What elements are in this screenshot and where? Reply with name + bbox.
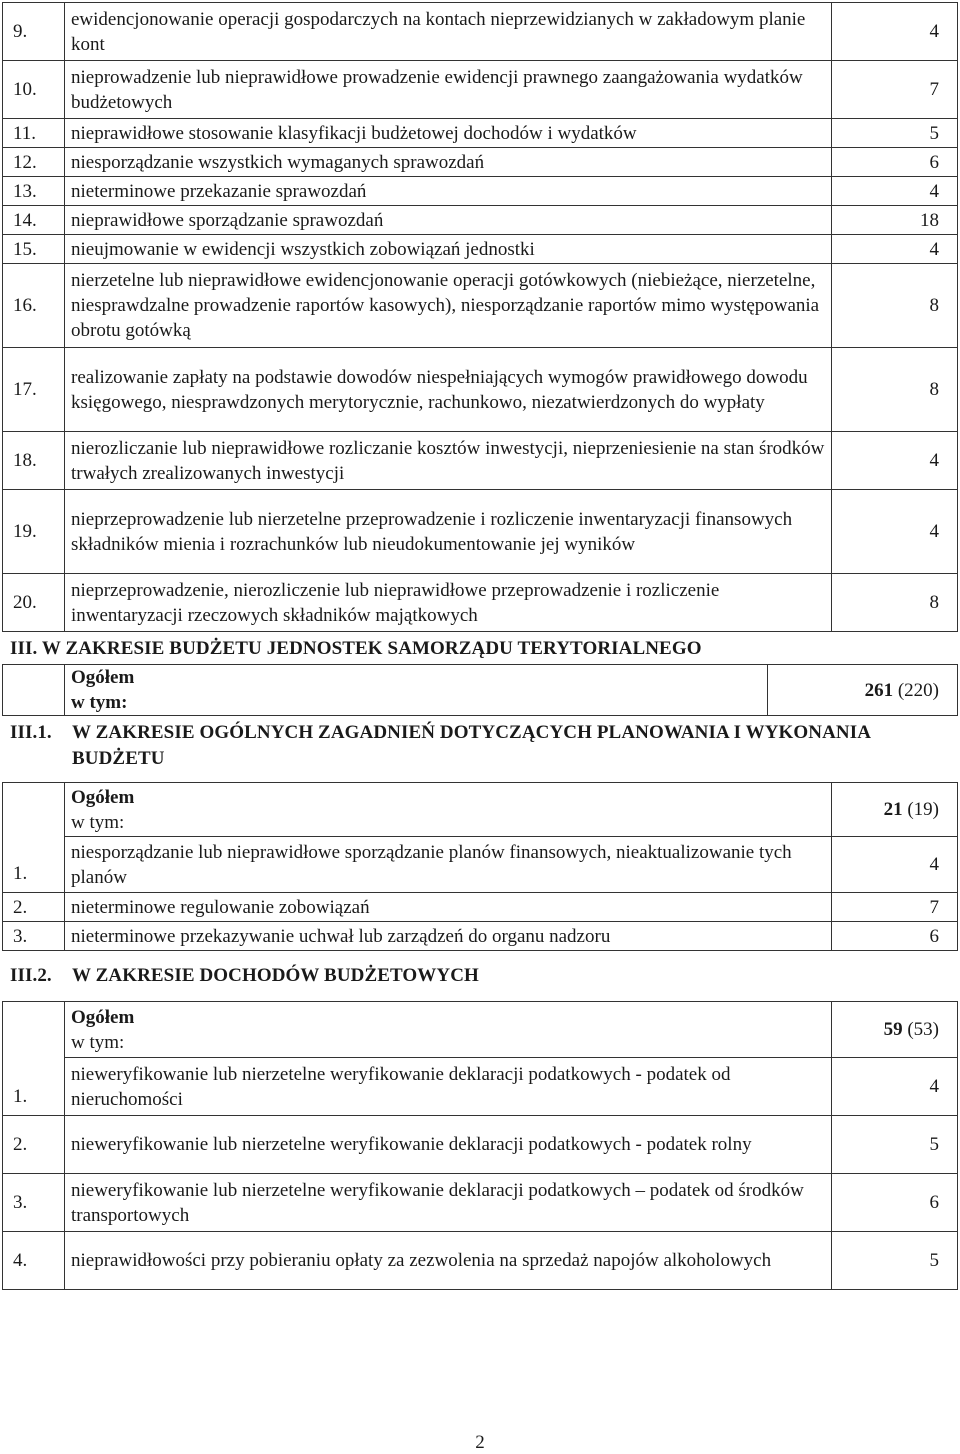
table-row: 1. Ogółem w tym: 59 (53): [3, 1002, 958, 1058]
table-row: 3. nieterminowe przekazywanie uchwał lub zarządzeń do organu nadzoru 6: [3, 922, 958, 951]
section-III-1-table: [2, 782, 958, 951]
in-which-label: w tym:: [71, 692, 128, 713]
table-row: 9. ewidencjonowanie operacji gospodarczych na kontach nieprzewidzianych w zakładowym planie kont 4: [3, 3, 958, 61]
table-row: 17. realizowanie zapłaty na podstawie dowodów niespełniających wymogów prawidłowego dowodu księgowego, niesprawdzonych merytorycznie, rachunkowo, niezatwierdzonych do wypłaty 8: [3, 348, 958, 432]
table-row: 12. niesporządzanie wszystkich wymaganych sprawozdań 6: [3, 148, 958, 177]
section-heading-III: III. W ZAKRESIE BUDŻETU JEDNOSTEK SAMORZĄDU TERYTORIALNEGO: [10, 638, 702, 659]
table-row: 18. nierozliczanie lub nieprawidłowe rozliczanie kosztów inwestycji, nieprzeniesienie na stan środków trwałych zrealizowanych inwestycji 4: [3, 432, 958, 490]
table-row: 15. nieujmowanie w ewidencji wszystkich zobowiązań jednostki 4: [3, 235, 958, 264]
table-row: niesporządzanie lub nieprawidłowe sporządzanie planów finansowych, nieaktualizowanie tych planów 4: [3, 837, 958, 893]
irregularities-table-accounting: [2, 2, 958, 632]
table-row: 10. nieprowadzenie lub nieprawidłowe prowadzenie ewidencji prawnego zaangażowania wydatków budżetowych 7: [3, 61, 958, 119]
table-row: 20. nieprzeprowadzenie, nierozliczenie lub nieprawidłowe przeprowadzenie i rozliczenie inwentaryzacji rzeczowych składników majątkowych 8: [3, 574, 958, 632]
table-row: nieweryfikowanie lub nierzetelne weryfikowanie deklaracji podatkowych - podatek od nieruchomości 4: [3, 1058, 958, 1116]
total-value: 261 (220): [768, 665, 958, 716]
section-III-2-table: [2, 1001, 958, 1290]
total-value: 59 (53): [832, 1002, 958, 1058]
table-row: 2. nieterminowe regulowanie zobowiązań 7: [3, 893, 958, 922]
table-row: 14. nieprawidłowe sporządzanie sprawozdań 18: [3, 206, 958, 235]
page-number: 2: [475, 1432, 485, 1453]
total-label: Ogółem: [71, 667, 135, 688]
table-row: 11. nieprawidłowe stosowanie klasyfikacji budżetowej dochodów i wydatków 5: [3, 119, 958, 148]
section-heading-III-2: III.2. W ZAKRESIE DOCHODÓW BUDŻETOWYCH: [10, 965, 479, 986]
table-row: 3. nieweryfikowanie lub nierzetelne weryfikowanie deklaracji podatkowych – podatek od środków transportowych 6: [3, 1174, 958, 1232]
total-value: 21 (19): [832, 783, 958, 837]
table-row: 4. nieprawidłowości przy pobieraniu opłaty za zezwolenia na sprzedaż napojów alkoholowych 5: [3, 1232, 958, 1290]
document-page: [2, 2, 958, 1290]
table-row: 13. nieterminowe przekazanie sprawozdań 4: [3, 177, 958, 206]
table-row: 1. Ogółem w tym: 21 (19): [3, 783, 958, 837]
table-row: [3, 665, 958, 716]
section-heading-III-1: III.1. W ZAKRESIE OGÓLNYCH ZAGADNIEŃ DOTYCZĄCYCH PLANOWANIA I WYKONANIA BUDŻETU: [10, 722, 870, 769]
table-row: 19. nieprzeprowadzenie lub nierzetelne przeprowadzenie i rozliczenie inwentaryzacji finansowych składników mienia i rozrachunków lub nieudokumentowanie jej wyników 4: [3, 490, 958, 574]
table-row: 2. nieweryfikowanie lub nierzetelne weryfikowanie deklaracji podatkowych - podatek rolny 5: [3, 1116, 958, 1174]
table-row: 16. nierzetelne lub nieprawidłowe ewidencjonowanie operacji gotówkowych (niebieżące, nierzetelne, niesprawdzalne prowadzenie raportów kasowych), niesporządzanie raportów mimo występowania obrotu gotówką 8: [3, 264, 958, 348]
section-III-total-table: [2, 664, 958, 716]
